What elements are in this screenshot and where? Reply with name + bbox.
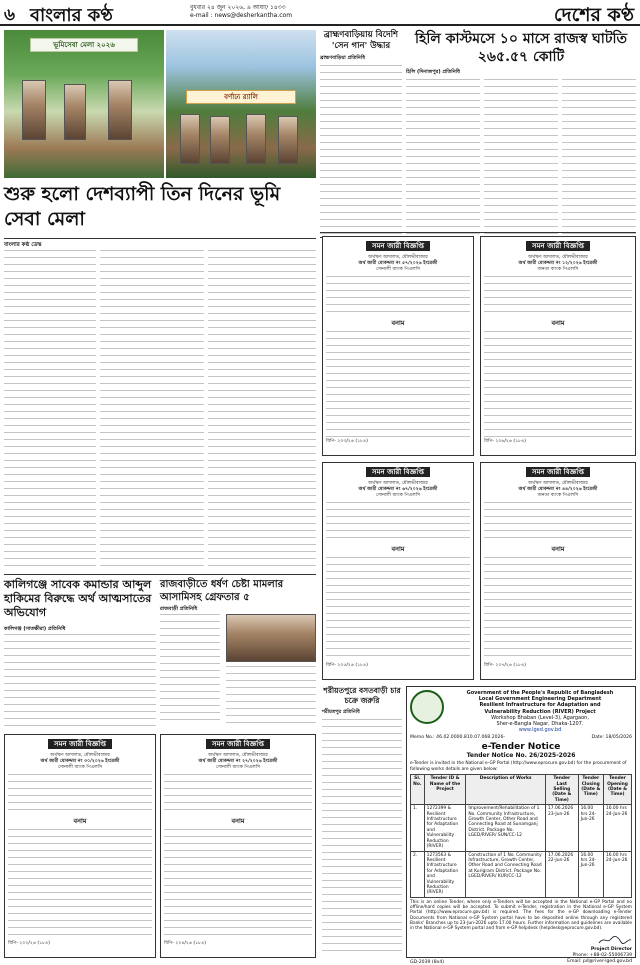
lead-body-col1 bbox=[4, 250, 96, 570]
lead-body-col2 bbox=[100, 250, 204, 570]
summons-notice bbox=[322, 236, 474, 456]
table-header-cell: Tender Opening (Date & Time) bbox=[603, 775, 631, 805]
masthead bbox=[0, 0, 640, 26]
rajbari-body-col bbox=[226, 666, 316, 724]
notice-footer: বিপি- ২০৭/২৬ (১৮৪) bbox=[484, 663, 526, 668]
notice-case: অর্থ জারী মোকদ্দমা নং ৩০/২০২৬ ইংরেজী bbox=[40, 759, 120, 764]
tender-intro: e-Tender is invited in the National e-GP Portal (http://www.eprocure.gov.bd) for the procurement of following works details are given below: bbox=[410, 761, 627, 772]
notice-plaintiff-text bbox=[164, 774, 312, 814]
table-cell: 1272399 & Resilient Infrastructure for Adaptation and Vulnerability Reduction (RIVER) bbox=[424, 805, 466, 851]
tender-memo: Memo No.: 46.02.0000.810.07.068.2026- bbox=[410, 735, 506, 741]
shariatpur-body bbox=[322, 719, 402, 955]
tender-date: Date: 18/05/2026 bbox=[591, 735, 632, 741]
revenue-byline: হিলি (দিনাজপুর) প্রতিনিধি bbox=[406, 69, 460, 75]
gov-line: Resilient Infrastructure for Adaptation and bbox=[479, 702, 601, 709]
dateline bbox=[190, 4, 410, 20]
gov-line: Vulnerability Reduction (RIVER) Project bbox=[484, 708, 596, 715]
rescue-byline: ব্রাহ্মণবাড়িয়া প্রতিনিধি bbox=[320, 55, 366, 61]
notice-footer: বিপি- ২০৩/২৬ (১৮৪) bbox=[326, 439, 368, 444]
notice-body bbox=[326, 331, 470, 437]
tender-notice bbox=[406, 686, 636, 965]
gov-line: Government of the People's Republic of Bangladesh bbox=[466, 690, 614, 696]
notice-body bbox=[164, 829, 312, 939]
paper-name: বাংলার কণ্ঠ bbox=[30, 5, 113, 26]
notice-court: অর্থঋণ আদালত, মৌলভীবাজার bbox=[368, 481, 428, 486]
tender-signatory bbox=[567, 935, 632, 965]
shariatpur-byline: শরীয়তপুর প্রতিনিধি bbox=[322, 710, 360, 715]
notice-bank: জনতা ব্যাংক পিএলসি bbox=[537, 267, 579, 272]
summons-notice bbox=[4, 734, 156, 958]
revenue-story bbox=[406, 30, 636, 235]
divider bbox=[4, 574, 316, 575]
kaliganj-body bbox=[4, 634, 156, 726]
notice-case: অর্থ জারী মোকদ্দমা নং ৫৭/২০২৬ ইংরেজী bbox=[358, 261, 438, 266]
table-cell: 17.06.2026 22-Jun-26 bbox=[546, 851, 579, 897]
shariatpur-headline: শরীয়তপুরে বসতবাড়ী চার চক্রে জরুরি bbox=[323, 686, 401, 705]
person-figure bbox=[22, 80, 46, 140]
table-header-cell: Tender Closing (Date & Time) bbox=[578, 775, 603, 805]
notice-versus: বনাম bbox=[391, 319, 405, 327]
notice-versus: বনাম bbox=[73, 817, 87, 825]
summons-notice bbox=[322, 462, 474, 680]
tender-body: This is an online Tender, where only e-Tenders will be accepted in the National e-GP Portal and no offline/hard copies will be accepted. To submit e-Tender, registration in the National e-GP System Portal (http://www.eprocure.gov.bd) is required. The fees for the e-GP downloading e-Tender Documents from National e-GP System portal have to be deposited online through any registered Banks' Branches up to 23-Jun-2026 upto 17.00 hours. Further information and guidelines are available in the National e-GP System portal and from e-GP helpdesk (helpdesk@eprocure.gov.bd). bbox=[410, 899, 632, 932]
lead-headline: শুরু হলো দেশব্যাপী তিন দিনের ভূমি সেবা মেলা bbox=[4, 183, 281, 230]
tender-table bbox=[410, 774, 632, 898]
notice-versus: বনাম bbox=[551, 545, 565, 553]
revenue-body-col bbox=[406, 79, 480, 235]
notice-court: অর্থঋণ আদালত, মৌলভীবাজার bbox=[50, 753, 110, 758]
notice-footer: বিপি- ২০২/২৬ (১৮৪) bbox=[8, 941, 50, 946]
notice-case: অর্থ জারী মোকদ্দমা নং ১২/২০২৬ ইংরেজী bbox=[518, 261, 598, 266]
gov-line: Sher-e-Bangla Nagar, Dhaka-1207. bbox=[496, 721, 584, 728]
divider bbox=[320, 232, 636, 233]
notice-bank: সোনালী ব্যাংক পিএলসি bbox=[375, 267, 421, 272]
notice-title-text: সমন জারী বিজ্ঞপ্তি bbox=[366, 467, 430, 477]
rescue-body bbox=[320, 65, 402, 237]
tender-footer bbox=[410, 935, 632, 965]
notice-body bbox=[326, 557, 470, 661]
notice-plaintiff-text bbox=[484, 276, 632, 316]
photo-banner-right: বর্ণাঢ্য র‍্যালি bbox=[186, 90, 296, 104]
revenue-body-col bbox=[562, 79, 636, 235]
summons-notice bbox=[480, 462, 636, 680]
notice-plaintiff-text bbox=[326, 502, 470, 542]
gov-line: Local Government Engineering Department bbox=[478, 696, 602, 703]
rajbari-byline: রাজবাড়ী প্রতিনিধি bbox=[160, 606, 198, 612]
notice-title bbox=[8, 738, 152, 750]
email-text: e-mail : news@desherkantha.com bbox=[190, 12, 293, 19]
lead-photo-left bbox=[4, 30, 164, 178]
table-cell: Improvement/Rehabilitation of 1 No. Community Infrastructure, Growth Center, Other Road and Connecting Road at Sunamganj District. Package No. LGED/RIVER/ SUN/CC-12 bbox=[466, 805, 546, 851]
notice-title-text: সমন জারী বিজ্ঞপ্তি bbox=[366, 241, 430, 251]
summons-notice bbox=[160, 734, 316, 958]
notice-plaintiff-text bbox=[484, 502, 632, 542]
tender-authority bbox=[448, 690, 632, 733]
revenue-headline: হিলি কাস্টমসে ১০ মাসে রাজস্ব ঘাটতি ২৬৫.৫৭ কোটি bbox=[415, 31, 627, 65]
notice-court: অর্থঋণ আদালত, মৌলভীবাজার bbox=[528, 481, 588, 486]
tender-email: Email: pd@river-lged.gov.bd bbox=[567, 958, 632, 964]
gov-line: Workshop Bhaban (Level-3), Agargaon, bbox=[491, 714, 589, 721]
table-header-cell: Tender ID & Name of the Project bbox=[424, 775, 466, 805]
lead-body-col3 bbox=[208, 250, 316, 570]
shariatpur-story bbox=[322, 686, 402, 955]
notice-court: অর্থঋণ আদালত, মৌলভীবাজার bbox=[368, 255, 428, 260]
notice-case: অর্থ জারী মোকদ্দমা নং ২৭/২০২৬ ইংরেজী bbox=[198, 759, 278, 764]
person-figure bbox=[278, 116, 298, 164]
tender-signatory-title: Project Director bbox=[590, 947, 632, 953]
person-figure bbox=[246, 114, 266, 164]
notice-footer: বিপি- ২০৪/২৬ (১৮৪) bbox=[164, 941, 206, 946]
person-figure bbox=[210, 116, 230, 164]
table-cell: 1. bbox=[411, 805, 425, 851]
notice-title-text: সমন জারী বিজ্ঞপ্তি bbox=[206, 739, 270, 749]
tender-subtitle: Tender Notice No. 26/2025-2026 bbox=[466, 752, 576, 760]
notice-versus: বনাম bbox=[391, 545, 405, 553]
notice-plaintiff-text bbox=[8, 774, 152, 814]
revenue-body bbox=[406, 79, 636, 235]
table-cell: 16.00 hrs 24-Jun-26 bbox=[578, 805, 603, 851]
person-figure bbox=[180, 114, 200, 164]
rajbari-photo bbox=[226, 614, 316, 662]
table-cell: 2. bbox=[411, 851, 425, 897]
page-number: ৬ bbox=[4, 5, 16, 25]
lead-byline: বাংলার কণ্ঠ ডেস্ক bbox=[4, 242, 42, 248]
tender-memo-row bbox=[410, 735, 632, 740]
photo-banner-left: ভূমিসেবা মেলা ২০২৬ bbox=[30, 38, 138, 52]
person-figure bbox=[64, 84, 86, 140]
kaliganj-byline: কালিগঞ্জ (সাতক্ষীরা) প্রতিনিধি bbox=[4, 626, 66, 632]
notice-body bbox=[484, 331, 632, 437]
notice-title-text: সমন জারী বিজ্ঞপ্তি bbox=[526, 241, 590, 251]
table-header-cell: Description of Works bbox=[466, 775, 546, 805]
table-cell: 1273563 & Resilient Infrastructure for Adaptation and Vulnerability Reduction (RIVER) bbox=[424, 851, 466, 897]
notice-title bbox=[164, 738, 312, 750]
tender-phone: Phone: +88-02-55006739 bbox=[572, 953, 632, 959]
divider bbox=[4, 238, 316, 239]
notice-title-text: সমন জারী বিজ্ঞপ্তি bbox=[526, 467, 590, 477]
notice-footer: বিপি- ২০৫/২৬ (১৮৪) bbox=[326, 663, 368, 668]
section-title: দেশের কণ্ঠ bbox=[553, 4, 634, 26]
tender-ref: GD-2039 (8x4) bbox=[410, 959, 445, 965]
notice-body bbox=[484, 557, 632, 661]
revenue-body-col bbox=[484, 79, 558, 235]
person-figure bbox=[108, 80, 132, 140]
rajbari-headline: রাজবাড়ীতে ধর্ষণ চেষ্টা মামলার আসামিসহ গ্রেফতার ৫ bbox=[160, 579, 284, 603]
notice-bank: সোনালী ব্যাংক পিএলসি bbox=[375, 493, 421, 498]
table-row bbox=[411, 805, 632, 851]
summons-notice bbox=[480, 236, 636, 456]
table-header-cell: Tender Last Selling (Date & Time) bbox=[546, 775, 579, 805]
notice-body bbox=[8, 829, 152, 939]
date-text: বুধবার ২৪ জুন ২০২৬, ৯ আষাঢ় ১৪৩৩ bbox=[190, 4, 286, 11]
lead-photo-right bbox=[166, 30, 316, 178]
notice-title-text: সমন জারী বিজ্ঞপ্তি bbox=[48, 739, 112, 749]
notice-court: অর্থঋণ আদালত, মৌলভীবাজার bbox=[528, 255, 588, 260]
notice-plaintiff-text bbox=[326, 276, 470, 316]
table-cell: 17.06.2026 23-Jun-26 bbox=[546, 805, 579, 851]
government-seal-icon bbox=[410, 690, 444, 724]
table-cell: 16.00 hrs 24-Jun-26 bbox=[603, 805, 631, 851]
notice-title bbox=[484, 466, 632, 478]
table-cell: 16.00 hrs 24-Jun-26 bbox=[603, 851, 631, 897]
notice-title bbox=[484, 240, 632, 252]
tender-website: www.lged.gov.bd bbox=[518, 727, 562, 734]
table-cell: Construction of 1 No. Community Infrastructure, Growth Center, Other Road and Connecting Road at Kurigram District. Package No. LGED/RIVER/ KUR/CC-12 bbox=[466, 851, 546, 897]
notice-court: অর্থঋণ আদালত, মৌলভীবাজার bbox=[208, 753, 268, 758]
notice-versus: বনাম bbox=[551, 319, 565, 327]
table-cell: 16.00 hrs 24-Jun-26 bbox=[578, 851, 603, 897]
table-header-cell: Sl. No. bbox=[411, 775, 425, 805]
tender-title: e-Tender Notice bbox=[481, 742, 561, 753]
notice-footer: বিপি- ২০৬/২৬ (১৮৪) bbox=[484, 439, 526, 444]
notice-bank: জনতা ব্যাংক পিএলসি bbox=[537, 493, 579, 498]
notice-case: অর্থ জারী মোকদ্দমা নং ৬৭/২০২৬ ইংরেজী bbox=[358, 487, 438, 492]
table-row bbox=[411, 851, 632, 897]
rajbari-body-col bbox=[160, 614, 220, 724]
tender-header bbox=[410, 690, 632, 733]
tender-table-header bbox=[411, 775, 632, 805]
notice-bank: সোনালী ব্যাংক পিএলসি bbox=[215, 765, 261, 770]
notice-case: অর্থ জারী মোকদ্দমা নং ৪৪/২০২৬ ইংরেজী bbox=[518, 487, 598, 492]
signature-icon bbox=[598, 935, 632, 945]
notice-title bbox=[326, 466, 470, 478]
notice-versus: বনাম bbox=[231, 817, 245, 825]
kaliganj-headline: কালিগঞ্জে সাবেক কমান্ডার আব্দুল হাকিমের বিরুদ্ধে অর্থ আত্মসাতের অভিযোগ bbox=[4, 578, 152, 619]
rescue-headline: ব্রাহ্মণবাড়িয়ায় বিদেশি 'সেন গান' উদ্ধার bbox=[323, 30, 399, 51]
notice-bank: সোনালী ব্যাংক পিএলসি bbox=[57, 765, 103, 770]
notice-title bbox=[326, 240, 470, 252]
rescue-story bbox=[320, 30, 402, 238]
